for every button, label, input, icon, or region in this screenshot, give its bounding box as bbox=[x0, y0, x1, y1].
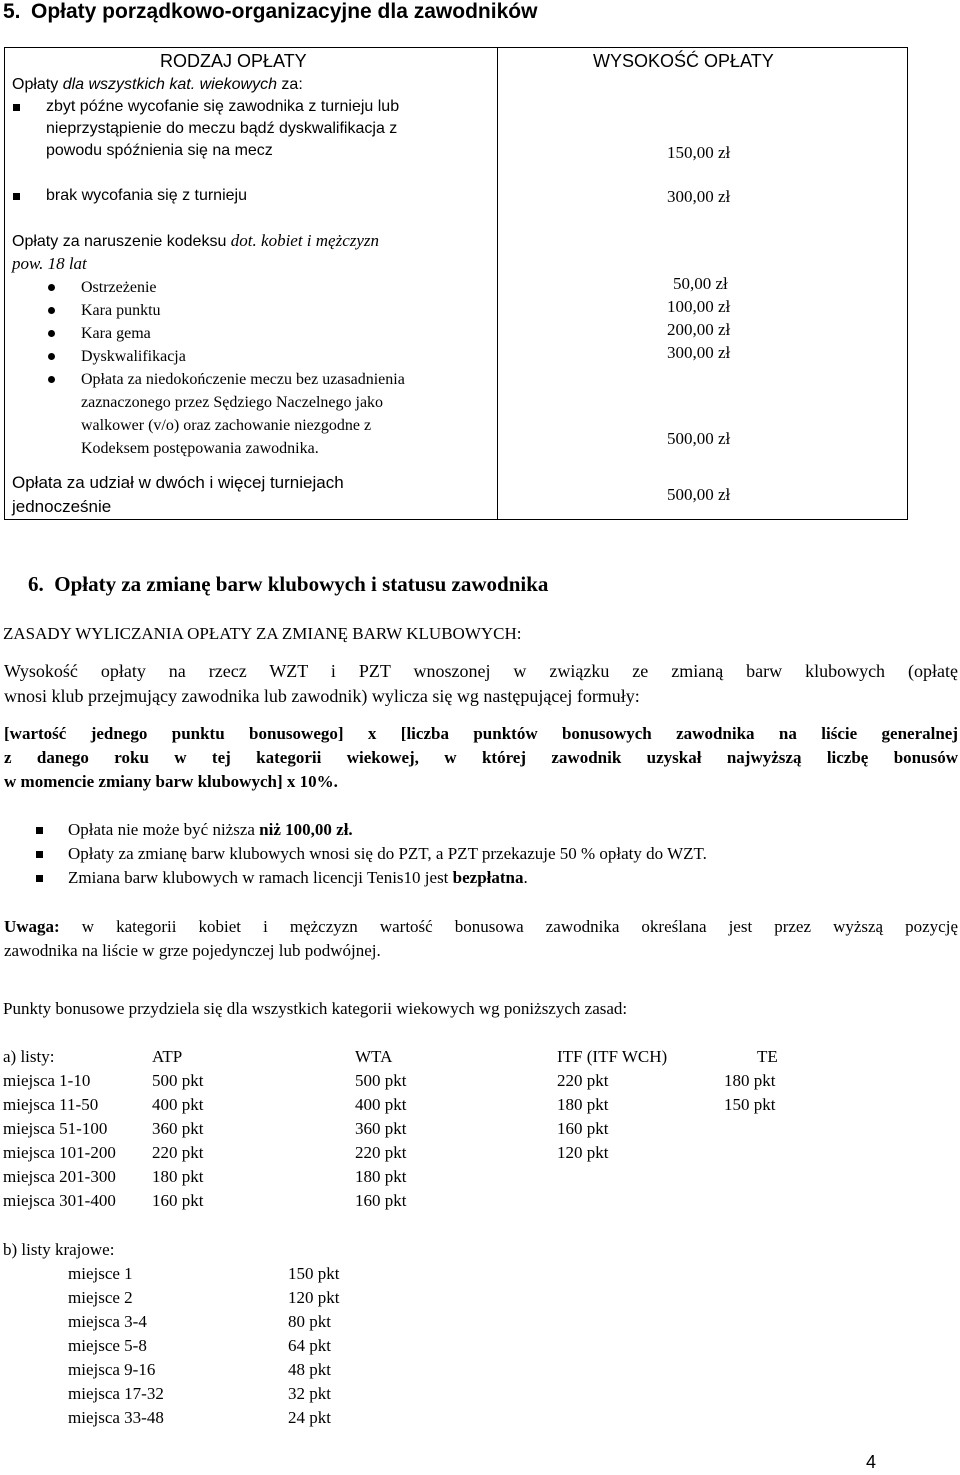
bullet-tenis10-free: bezpłatna bbox=[452, 868, 524, 887]
bullet-min-fee-text bbox=[68, 820, 353, 840]
list-a-row3-wta: 360 pkt bbox=[355, 1119, 407, 1138]
list-a-row2-itf: 180 pkt bbox=[557, 1095, 609, 1114]
list-a-row2-place: miejsca 11-50 bbox=[3, 1095, 99, 1114]
bullet-tenis10-text bbox=[68, 868, 528, 888]
group1-title-italic: dla wszystkich kat. wiekowych bbox=[62, 76, 277, 93]
header-itf: ITF (ITF WCH) bbox=[557, 1047, 668, 1066]
fee-type-column bbox=[5, 48, 498, 520]
group2-item-game-penalty: Kara gema bbox=[81, 325, 151, 342]
intro-paragraph bbox=[4, 659, 958, 709]
round-bullet-icon bbox=[48, 284, 55, 291]
bullet-min-fee-amount: niż 100,00 zł. bbox=[259, 820, 353, 839]
list-a-row2-te: 150 pkt bbox=[724, 1095, 776, 1114]
fees-table bbox=[4, 47, 908, 520]
bullet-tenis10-end: . bbox=[523, 868, 528, 887]
list-b-row6-points: 32 pkt bbox=[288, 1384, 331, 1403]
group3-line1: Opłata za udział w dwóch i więcej turniejach bbox=[12, 473, 344, 492]
game-penalty-fee: 200,00 zł bbox=[667, 320, 731, 339]
section-5-heading bbox=[3, 0, 537, 24]
note-label: Uwaga: bbox=[4, 917, 60, 936]
group1-item1-fee: 150,00 zł bbox=[667, 143, 731, 162]
list-b-row4-place: miejsce 5-8 bbox=[68, 1336, 147, 1355]
note-line1 bbox=[4, 915, 958, 939]
group1-item1-line1: zbyt późne wycofanie się zawodnika z turnieju lub bbox=[46, 98, 400, 115]
group2-item-warning: Ostrzeżenie bbox=[81, 279, 157, 296]
points-intro: Punkty bonusowe przydziela się dla wszystkich kategorii wiekowych wg poniższych zasad: bbox=[3, 999, 628, 1018]
list-a-row1-te: 180 pkt bbox=[724, 1071, 776, 1090]
group2-title-line2 bbox=[12, 253, 87, 276]
lists-b-label: b) listy krajowe: bbox=[3, 1240, 115, 1259]
group1-title bbox=[12, 74, 303, 96]
bullet-tenis10-label: Zmiana barw klubowych w ramach licencji Tenis10 jest bbox=[68, 868, 453, 887]
round-bullet-icon bbox=[48, 330, 55, 337]
group1-title-suffix: za: bbox=[276, 76, 303, 93]
list-a-row6-atp: 160 pkt bbox=[152, 1191, 204, 1210]
list-a-row1-wta: 500 pkt bbox=[355, 1071, 407, 1090]
point-penalty-fee: 100,00 zł bbox=[667, 297, 731, 316]
group2-title-prefix: Opłaty za naruszenie kodeksu bbox=[12, 233, 231, 250]
group3-line2: jednocześnie bbox=[12, 497, 112, 516]
section-5-title: Opłaty porządkowo-organizacyjne dla zawodników bbox=[31, 0, 538, 23]
group2-last-line1: Opłata za niedokończenie meczu bez uzasadnienia bbox=[81, 371, 405, 388]
round-bullet-icon bbox=[48, 307, 55, 314]
group2-title-pow: pow. bbox=[12, 254, 44, 273]
round-bullet-icon bbox=[48, 353, 55, 360]
group2-last-line3: walkower (v/o) oraz zachowanie niezgodne z bbox=[81, 417, 372, 434]
bullet-min-fee-label: Opłata nie może być niższa bbox=[68, 820, 260, 839]
section-6-heading bbox=[28, 572, 548, 597]
group2-title-italic: dot. kobiet i mężczyzn bbox=[230, 231, 380, 250]
list-a-row5-atp: 180 pkt bbox=[152, 1167, 204, 1186]
list-a-row1-atp: 500 pkt bbox=[152, 1071, 204, 1090]
square-bullet-icon bbox=[36, 827, 43, 834]
list-a-row4-itf: 120 pkt bbox=[557, 1143, 609, 1162]
group2-last-line4: Kodeksem postępowania zawodnika. bbox=[81, 440, 319, 457]
fee-amount-column bbox=[498, 48, 908, 520]
bullet-fee-split-text: Opłaty za zmianę barw klubowych wnosi się do PZT, a PZT przekazuje 50 % opłaty do WZT. bbox=[68, 844, 707, 863]
lists-a-label: a) listy: bbox=[3, 1047, 55, 1066]
formula-paragraph bbox=[4, 722, 958, 794]
header-te: TE bbox=[757, 1047, 778, 1066]
formula-line3: w momencie zmiany barw klubowych] x 10%. bbox=[4, 772, 338, 791]
header-wta: WTA bbox=[355, 1047, 393, 1066]
page-number: 4 bbox=[866, 1452, 877, 1472]
list-b-row5-place: miejsca 9-16 bbox=[68, 1360, 156, 1379]
list-b-row3-points: 80 pkt bbox=[288, 1312, 331, 1331]
list-a-row6-place: miejsca 301-400 bbox=[3, 1191, 116, 1210]
group1-item1-line2: nieprzystąpienie do meczu bądź dyskwalifikacja z bbox=[46, 120, 398, 137]
list-b-row3-place: miejsca 3-4 bbox=[68, 1312, 147, 1331]
intro-line2: wnosi klub przejmujący zawodnika lub zawodnik) wylicza się wg następującej formuły: bbox=[4, 686, 640, 706]
group1-title-prefix: Opłaty bbox=[12, 76, 63, 93]
section-6-number: 6. bbox=[28, 572, 44, 596]
group2-title-line1 bbox=[12, 230, 379, 253]
group1-item2-fee: 300,00 zł bbox=[667, 187, 731, 206]
disqualification-fee: 300,00 zł bbox=[667, 343, 731, 362]
list-a-row1-place: miejsca 1-10 bbox=[3, 1071, 91, 1090]
list-a-row6-wta: 160 pkt bbox=[355, 1191, 407, 1210]
list-a-row4-atp: 220 pkt bbox=[152, 1143, 204, 1162]
list-b-row1-points: 150 pkt bbox=[288, 1264, 340, 1283]
list-a-row2-wta: 400 pkt bbox=[355, 1095, 407, 1114]
rules-heading: ZASADY WYLICZANIA OPŁATY ZA ZMIANĘ BARW KLUBOWYCH: bbox=[3, 624, 522, 643]
note-line1-text: w kategorii kobiet i mężczyzn wartość bonusowa zawodnika określana jest przez wyższą pozycję bbox=[59, 917, 958, 936]
square-bullet-icon bbox=[13, 104, 20, 111]
list-a-row5-wta: 180 pkt bbox=[355, 1167, 407, 1186]
list-a-row3-atp: 360 pkt bbox=[152, 1119, 204, 1138]
group2-item-disqualification: Dyskwalifikacja bbox=[81, 348, 186, 365]
section-6-title: Opłaty za zmianę barw klubowych i statusu zawodnika bbox=[54, 572, 549, 596]
list-a-row3-itf: 160 pkt bbox=[557, 1119, 609, 1138]
list-a-row4-wta: 220 pkt bbox=[355, 1143, 407, 1162]
round-bullet-icon bbox=[48, 376, 55, 383]
square-bullet-icon bbox=[36, 851, 43, 858]
note-paragraph bbox=[4, 915, 958, 963]
intro-line1: Wysokość opłaty na rzecz WZT i PZT wnoszonej w związku ze zmianą barw klubowych (opłatę bbox=[4, 661, 958, 681]
warning-fee: 50,00 zł bbox=[673, 274, 728, 293]
header-atp: ATP bbox=[152, 1047, 183, 1066]
group2-last-line2: zaznaczonego przez Sędziego Naczelnego jako bbox=[81, 394, 384, 411]
group2-item-point-penalty: Kara punktu bbox=[81, 302, 161, 319]
list-a-row1-itf: 220 pkt bbox=[557, 1071, 609, 1090]
note-line2: zawodnika na liście w grze pojedynczej lub podwójnej. bbox=[4, 941, 381, 960]
list-b-row7-points: 24 pkt bbox=[288, 1408, 331, 1427]
list-a-row2-atp: 400 pkt bbox=[152, 1095, 204, 1114]
list-b-row1-place: miejsce 1 bbox=[68, 1264, 133, 1283]
list-b-row6-place: miejsca 17-32 bbox=[68, 1384, 164, 1403]
group2-title-age: 18 lat bbox=[43, 254, 87, 273]
list-b-row7-place: miejsca 33-48 bbox=[68, 1408, 164, 1427]
square-bullet-icon bbox=[13, 193, 20, 200]
fee-type-header: RODZAJ OPŁATY bbox=[160, 51, 307, 71]
fee-amount-header: WYSOKOŚĆ OPŁATY bbox=[593, 51, 774, 71]
square-bullet-icon bbox=[36, 875, 43, 882]
section-5-number: 5. bbox=[3, 0, 21, 23]
list-b-row5-points: 48 pkt bbox=[288, 1360, 331, 1379]
group1-item2: brak wycofania się z turnieju bbox=[46, 187, 247, 204]
list-a-row4-place: miejsca 101-200 bbox=[3, 1143, 116, 1162]
formula-line2: z danego roku w tej kategorii wiekowej, w której zawodnik uzyskał najwyższą liczbę bonusów bbox=[4, 748, 958, 767]
group1-item1-line3: powodu spóźnienia się na mecz bbox=[46, 142, 273, 159]
multiple-tournaments-fee: 500,00 zł bbox=[667, 485, 731, 504]
list-b-row2-points: 120 pkt bbox=[288, 1288, 340, 1307]
unfinished-match-fee: 500,00 zł bbox=[667, 429, 731, 448]
list-b-row2-place: miejsce 2 bbox=[68, 1288, 133, 1307]
list-a-row3-place: miejsca 51-100 bbox=[3, 1119, 108, 1138]
formula-line1: [wartość jednego punktu bonusowego] x [liczba punktów bonusowych zawodnika na liście generalnej bbox=[4, 724, 958, 743]
list-b-row4-points: 64 pkt bbox=[288, 1336, 331, 1355]
list-a-row5-place: miejsca 201-300 bbox=[3, 1167, 116, 1186]
